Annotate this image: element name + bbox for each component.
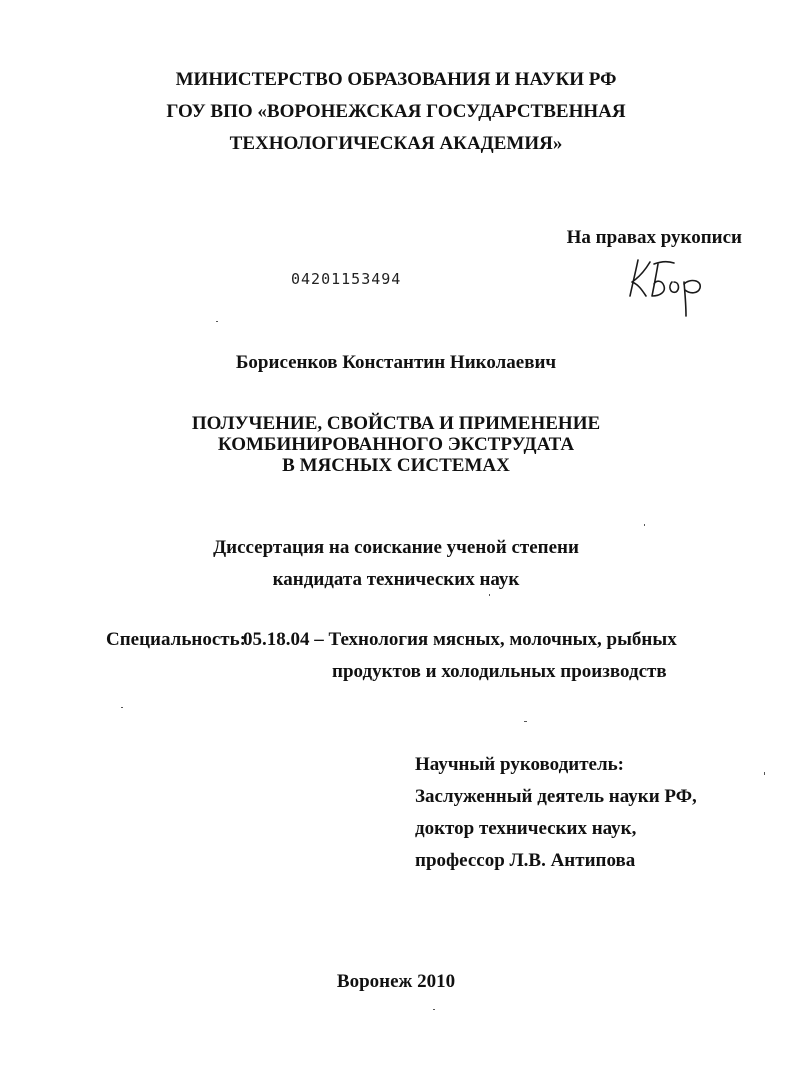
university-line-2: ТЕХНОЛОГИЧЕСКАЯ АКАДЕМИЯ» — [229, 133, 563, 154]
dissertation-title-line-2: КОМБИНИРОВАННОГО ЭКСТРУДАТА — [217, 434, 575, 455]
scan-speck — [644, 524, 645, 526]
degree-line-1: Диссертация на соискание ученой степени — [213, 537, 579, 558]
dissertation-title-line-3: В МЯСНЫХ СИСТЕМАХ — [282, 455, 510, 476]
university-line-1: ГОУ ВПО «ВОРОНЕЖСКАЯ ГОСУДАРСТВЕННАЯ — [166, 101, 626, 122]
ministry-line: МИНИСТЕРСТВО ОБРАЗОВАНИЯ И НАУКИ РФ — [175, 69, 617, 90]
scan-speck — [489, 594, 490, 596]
specialty-line-2: продуктов и холодильных производств — [332, 661, 667, 682]
city-year: Воронеж 2010 — [336, 971, 456, 992]
supervisor-heading: Научный руководитель: — [415, 754, 624, 775]
degree-line-2: кандидата технических наук — [272, 569, 520, 590]
supervisor-degree: доктор технических наук, — [415, 818, 637, 839]
author-name: Борисенков Константин Николаевич — [235, 352, 557, 373]
dissertation-title-line-1: ПОЛУЧЕНИЕ, СВОЙСТВА И ПРИМЕНЕНИЕ — [191, 413, 601, 434]
supervisor-name: профессор Л.В. Антипова — [415, 850, 636, 871]
supervisor-title: Заслуженный деятель науки РФ, — [415, 786, 697, 807]
specialty-label: Специальность: — [106, 629, 246, 650]
scan-speck — [216, 321, 218, 322]
scan-speck — [433, 1009, 435, 1010]
scan-speck — [764, 772, 765, 775]
scan-speck — [121, 707, 123, 708]
document-number: 04201153494 — [291, 270, 402, 288]
manuscript-note: На правах рукописи — [566, 227, 742, 248]
scan-speck — [524, 721, 527, 722]
specialty-line-1: 05.18.04 – Технология мясных, молочных, рыбных — [243, 629, 677, 650]
signature-image — [624, 252, 714, 322]
